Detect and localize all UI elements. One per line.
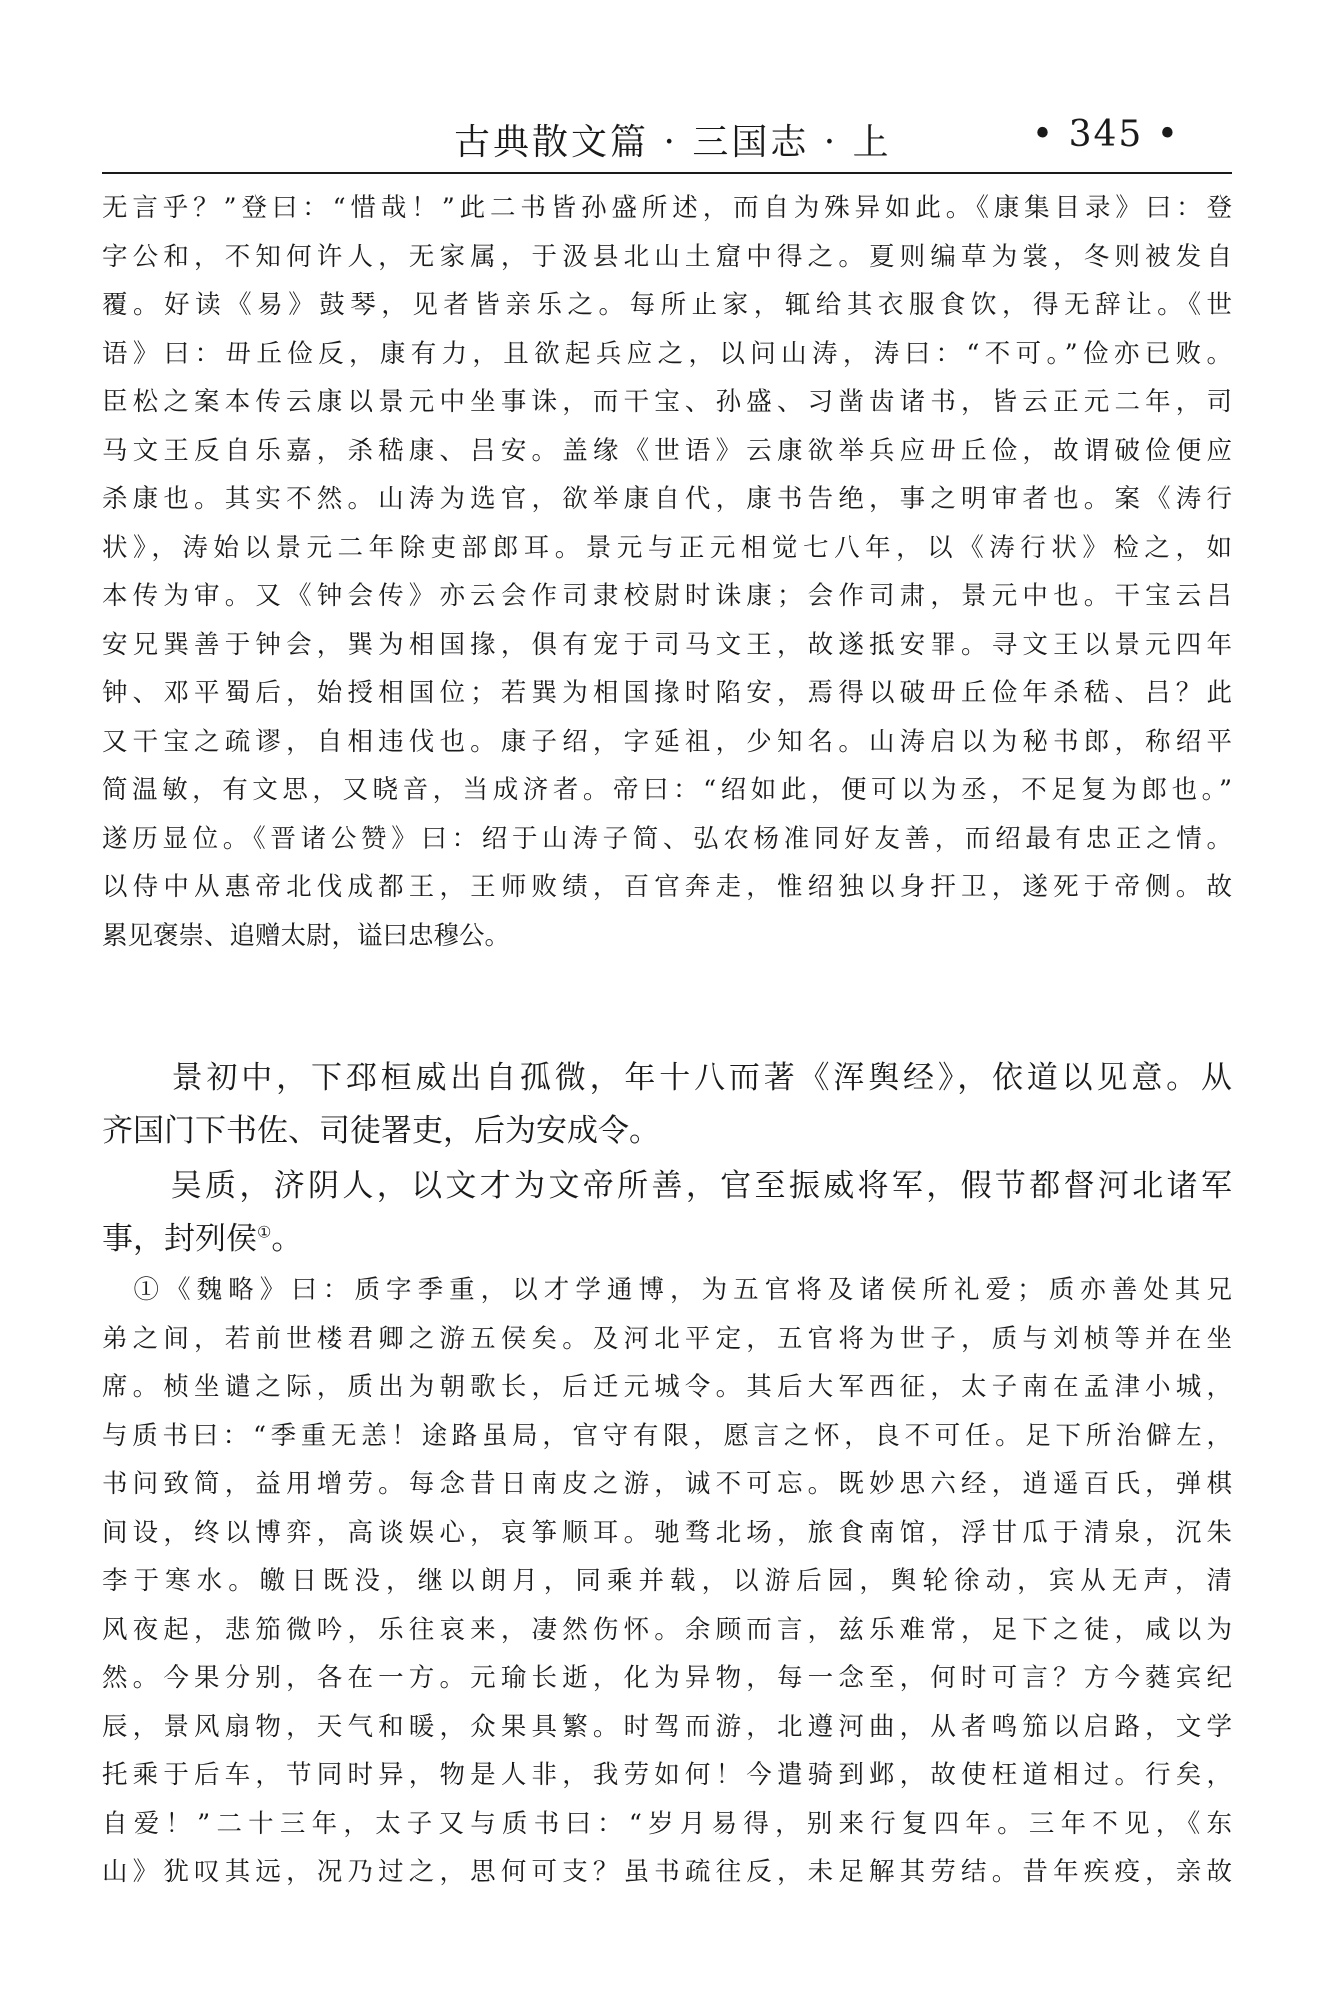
annotation-line: 覆。好读《易》鼓琴，见者皆亲乐之。每所止家，辄给其衣服食饮，得无辞让。《世	[102, 290, 1232, 320]
annotation-line: 语》曰：毌丘俭反，康有力，且欲起兵应之，以问山涛，涛曰：“不可。”俭亦已败。	[102, 338, 1232, 369]
annotation-line: 本传为审。又《钟会传》亦云会作司隶校尉时诛康；会作司肃，景元中也。干宝云吕	[102, 581, 1232, 611]
annotation-line: 臣松之案本传云康以景元中坐事诛，而干宝、孙盛、习凿齿诸书，皆云正元二年，司	[102, 387, 1232, 417]
header-title: 古典散文篇 · 三国志 · 上	[454, 122, 892, 163]
header-rule	[102, 172, 1232, 174]
annotation-block-1	[102, 184, 1232, 960]
annotation-line: 简温敏，有文思，又晓音，当成济者。帝曰：“绍如此，便可以为丞，不足复为郎也。”	[102, 775, 1232, 805]
annotation-line: 风夜起，悲笳微吟，乐往哀来，凄然伤怀。余顾而言，兹乐难常，足下之徒，咸以为	[102, 1614, 1232, 1645]
annotation-line: 无言乎？”登曰：“惜哉！”此二书皆孙盛所述，而自为殊异如此。《康集目录》曰：登	[102, 193, 1232, 223]
annotation-block-2	[102, 1266, 1232, 1897]
footnote-marker: ①	[257, 1222, 272, 1242]
annotation-line: 与质书曰：“季重无恙！途路虽局，官守有限，愿言之怀，良不可任。足下所治僻左，	[102, 1420, 1232, 1451]
main-paragraph-1	[102, 1052, 1232, 1158]
running-header	[102, 106, 1232, 170]
main-text-fragment: 。	[271, 1221, 303, 1257]
annotation-line: 托乘于后车，节同时异，物是人非，我劳如何！今遣骑到邺，故使枉道相过。行矣，	[102, 1760, 1232, 1790]
main-text-line: 齐国门下书佐、司徒署吏，后为安成令。	[102, 1113, 660, 1149]
annotation-line: 字公和，不知何许人，无家属，于汲县北山土窟中得之。夏则编草为裳，冬则被发自	[102, 241, 1232, 272]
annotation-line: 遂历显位。《晋诸公赞》曰：绍于山涛子简、弘农杨准同好友善，而绍最有忠正之情。	[102, 823, 1232, 854]
page-number: • 345 •	[1031, 114, 1180, 155]
annotation-line: 席。桢坐谴之际，质出为朝歌长，后迁元城令。其后大军西征，太子南在孟津小城，	[102, 1372, 1232, 1402]
annotation-line: 然。今果分别，各在一方。元瑜长逝，化为异物，每一念至，何时可言？方今蕤宾纪	[102, 1663, 1232, 1693]
annotation-line: 弟之间，若前世楼君卿之游五侯矣。及河北平定，五官将为世子，质与刘桢等并在坐	[102, 1323, 1232, 1354]
main-text-line: 吴质，济阴人，以文才为文帝所善，官至振威将军，假节都督河北诸军	[102, 1168, 1232, 1204]
annotation-line: ①《魏略》曰：质字季重，以才学通博，为五官将及诸侯所礼爱；质亦善处其兄	[102, 1275, 1232, 1305]
annotation-line: 钟、邓平蜀后，始授相国位；若巽为相国掾时陷安，焉得以破毌丘俭年杀嵇、吕？此	[102, 678, 1232, 708]
annotation-line: 安兄巽善于钟会，巽为相国掾，俱有宠于司马文王，故遂抵安罪。寻文王以景元四年	[102, 629, 1232, 660]
annotation-line: 间设，终以博弈，高谈娱心，哀筝顺耳。驰骛北场，旅食南馆，浮甘瓜于清泉，沉朱	[102, 1517, 1232, 1548]
main-text-line-last	[102, 1213, 1232, 1266]
annotation-line: 李于寒水。皦日既没，继以朗月，同乘并载，以游后园，舆轮徐动，宾从无声，清	[102, 1566, 1232, 1596]
annotation-line: 自爱！”二十三年，太子又与质书曰：“岁月易得，别来行复四年。三年不见，《东	[102, 1808, 1232, 1839]
annotation-line: 状》，涛始以景元二年除吏部郎耳。景元与正元相觉七八年，以《涛行状》检之，如	[102, 532, 1232, 563]
annotation-line: 又干宝之疏谬，自相违伐也。康子绍，字延祖，少知名。山涛启以为秘书郎，称绍平	[102, 726, 1232, 757]
annotation-line: 山》犹叹其远，况乃过之，思何可支？虽书疏往反，未足解其劳结。昔年疾疫，亲故	[102, 1857, 1232, 1887]
main-paragraph-2	[102, 1160, 1232, 1266]
annotation-line: 马文王反自乐嘉，杀嵇康、吕安。盖缘《世语》云康欲举兵应毌丘俭，故谓破俭便应	[102, 435, 1232, 466]
main-text-line: 景初中，下邳桓威出自孤微，年十八而著《浑舆经》，依道以见意。从	[102, 1060, 1232, 1096]
annotation-line: 以侍中从惠帝北伐成都王，王师败绩，百官奔走，惟绍独以身扞卫，遂死于帝侧。故	[102, 872, 1232, 902]
annotation-line: 辰，景风扇物，天气和暖，众果具繁。时驾而游，北遵河曲，从者鸣笳以启路，文学	[102, 1711, 1232, 1742]
annotation-line: 杀康也。其实不然。山涛为选官，欲举康自代，康书告绝，事之明审者也。案《涛行	[102, 484, 1232, 514]
annotation-line: 书问致简，益用增劳。每念昔日南皮之游，诚不可忘。既妙思六经，逍遥百氏，弹棋	[102, 1469, 1232, 1499]
annotation-line: 累见褒崇、追赠太尉，谥曰忠穆公。	[102, 920, 511, 951]
main-text-fragment: 事，封列侯	[102, 1221, 257, 1257]
